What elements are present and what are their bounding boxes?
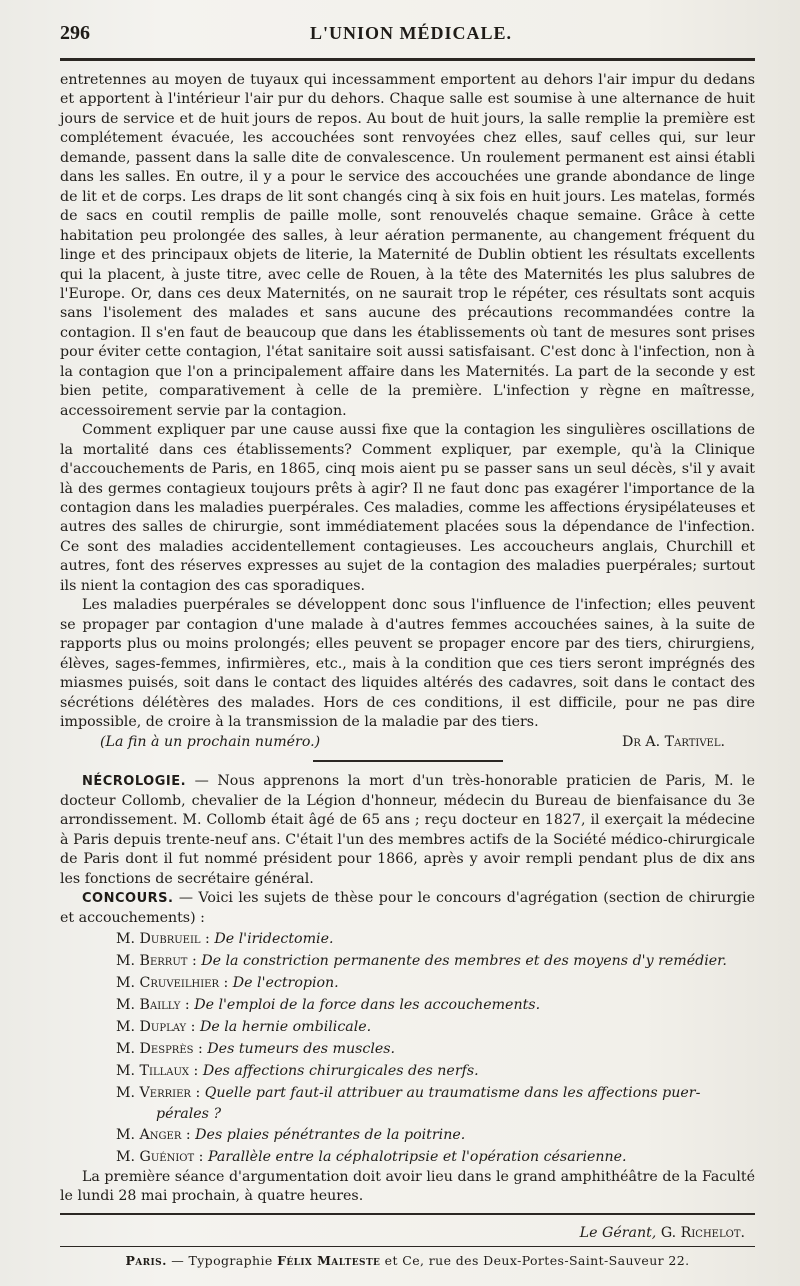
running-head: L'UNION MÉDICALE. [310, 23, 513, 43]
list-item: M. Verrier : Quelle part faut-il attribuer au traumatisme dans les affections puer- pérales ? [116, 1085, 701, 1123]
gerant-line [60, 1223, 755, 1243]
section-divider [313, 760, 503, 762]
header-rule [60, 58, 755, 61]
footer-rule [60, 1213, 755, 1215]
list-item: M. Bailly : De l'emploi de la force dans les accouchements. [116, 997, 541, 1014]
list-item: M. Anger : Des plaies pénétrantes de la poitrine. [116, 1127, 466, 1144]
list-item: M. Desprès : Des tumeurs des muscles. [116, 1041, 396, 1058]
list-item: M. Berrut : De la constriction permanente des membres et des moyens d'y remédier. [116, 953, 727, 970]
gerant-label: Le Gérant, [579, 1224, 657, 1241]
imprint [60, 1253, 755, 1268]
page-header [60, 22, 755, 52]
gerant-name: G. Richelot. [660, 1224, 745, 1241]
concours-heading: CONCOURS. [82, 891, 174, 907]
list-item: M. Duplay : De la hernie ombilicale. [116, 1019, 372, 1036]
paragraph-1: entretennes au moyen de tuyaux qui incessamment emportent au dehors l'air impur du dedans et apportent à l'intérieur l'air pur du dehors. Chaque salle est soumise à une alternance de huit jours de service et de huit jours de repos. Au bout de huit jours, la salle remplie la première est complétement évacuée, les accouchées sont renvoyées chez elles, sauf celles qui, sur leur demande, passent dans la salle dite de convalescence. Un roulement permanent est ainsi établi dans les salles. En outre, il y a pour le service des accouchées une grande abondance de linge de lit et de corps. Les draps de lit sont changés cinq à six fois en huit jours. Les matelas, formés de sacs en coutil remplis de paille molle, sont renouvelés chaque semaine. Grâce à cette habitation peu prolongée des salles, à leur aération permanente, au changement fréquent du linge et des principaux objets de literie, la Maternité de Dublin obtient les résultats excellents qui la placent, à juste titre, avec celle de Rouen, à la tête des Maternités les plus salubres de l'Europe. Or, dans ces deux Maternités, on ne saurait trop le répéter, ces résultats sont acquis sans l'isolement des malades et sans aucune des précautions recommandées contre la contagion. Il s'en faut de beaucoup que dans les établissements où tant de mesures sont prises pour éviter cette contagion, l'état sanitaire soit aussi satisfaisant. C'est donc à l'infection, non à la contagion que l'on a principalement affaire dans les Maternités. La part de la seconde y est bien petite, comparativement à celle de la première. L'infection y règne en maîtresse, accessoirement servie par la contagion. [60, 72, 755, 419]
imprint-rule [60, 1246, 755, 1247]
list-item: M. Guéniot : Parallèle entre la céphalotripsie et l'opération césarienne. [116, 1149, 627, 1166]
concours-text: — Voici les sujets de thèse pour le concours d'agrégation (section de chirurgie et accouchements) : [60, 890, 755, 926]
imprint-printer: Félix Malteste [277, 1252, 381, 1268]
list-item: M. Cruveilhier : De l'ectropion. [116, 975, 339, 992]
necrologie-text: — Nous apprenons la mort d'un très-honorable praticien de Paris, M. le docteur Collomb, chevalier de la Légion d'honneur, médecin du Bureau de bienfaisance du 3e arrondissement. M. Collomb était âgé de 65 ans ; reçu docteur en 1827, il exerçait la médecine à Paris depuis trente-neuf ans. C'était l'un des membres actifs de la Société médico-chirurgicale de Paris dont il fut nommé président pour 1866, après y avoir rempli pendant plus de dix ans les fonctions de secrétaire général. [60, 773, 755, 887]
list-item: M. Dubrueil : De l'iridectomie. [116, 931, 334, 948]
continuation-note: (La fin à un prochain numéro.) [100, 734, 321, 751]
concours-closing [60, 1168, 755, 1207]
closing-paragraph: La première séance d'argumentation doit avoir lieu dans le grand amphithéâtre de la Faculté le lundi 28 mai prochain, à quatre heures. [60, 1169, 755, 1205]
necrologie-section [60, 772, 755, 928]
page-number: 296 [60, 22, 90, 44]
paragraph-3: Les maladies puerpérales se développent donc sous l'influence de l'infection; elles peuvent se propager par contagion d'une malade à d'autres femmes accouchées saines, à la suite de rapports plus ou moins prolongés; elles peuvent se propager encore par des tiers, chirurgiens, élèves, sages-femmes, infirmières, etc., mais à la condition que ces tiers seront imprégnés des miasmes puisés, soit dans le contact des liquides altérés des cadavres, soit dans le contact des sécrétions délétères des malades. Hors de ces conditions, il est difficile, pour ne pas dire impossible, de croire à la transmission de la maladie par des tiers. [60, 597, 755, 730]
candidate-list [60, 928, 755, 1168]
imprint-text: — Typographie [166, 1252, 278, 1268]
imprint-rest: et Ce, rue des Deux-Portes-Saint-Sauveur 22. [380, 1252, 690, 1268]
article-signature [60, 732, 755, 752]
list-item: M. Tillaux : Des affections chirurgicales des nerfs. [116, 1063, 479, 1080]
paragraph-2: Comment expliquer par une cause aussi fixe que la contagion les singulières oscillations de la mortalité dans ces établissements? Comment expliquer, par exemple, qu'à la Clinique d'accouchements de Paris, en 1865, cinq mois aient pu se passer sans un seul décès, s'il y avait là des germes contagieux toujours prêts à agir? Il ne faut donc pas exagérer l'importance de la contagion dans les maladies puerpérales. Ces maladies, comme les affections érysipélateuses et autres des salles de chirurgie, sont immédiatement placées sous la dépendance de l'infection. Ce sont des maladies accidentellement contagieuses. Les accoucheurs anglais, Churchill et autres, font des réserves expresses au sujet de la contagion des maladies puerpérales; surtout ils nient la contagion des cas sporadiques. [60, 422, 755, 594]
body-text [60, 71, 755, 732]
imprint-city: Paris. [125, 1252, 167, 1268]
author-name: Dr A. Tartivel. [621, 734, 725, 751]
necrologie-heading: NÉCROLOGIE. [82, 774, 187, 790]
